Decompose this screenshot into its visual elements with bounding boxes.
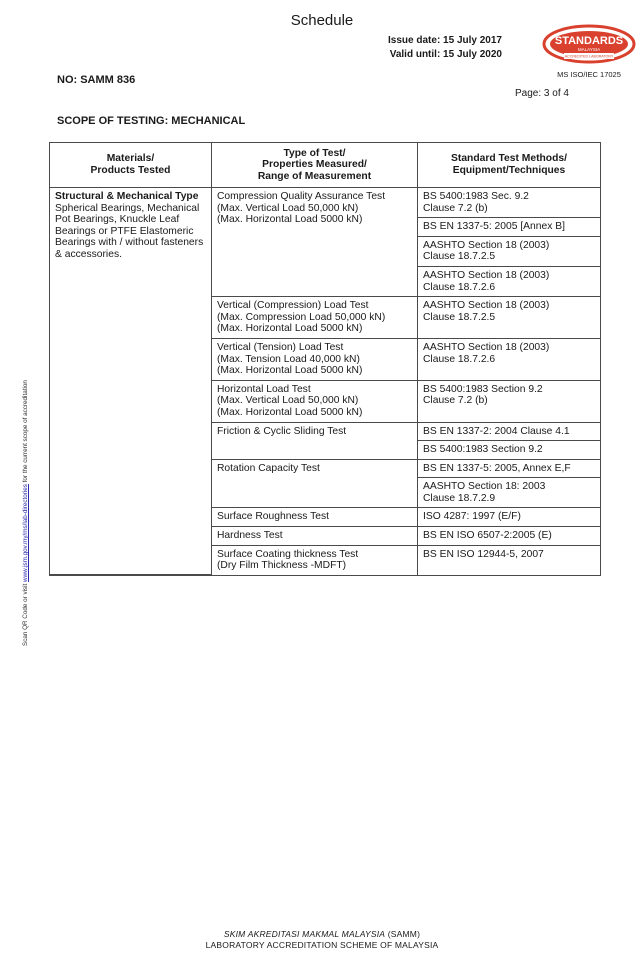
validity-dates [352,34,502,62]
test-type-line: (Max. Horizontal Load 5000 kN) [217,406,363,418]
test-type-line: Rotation Capacity Test [217,462,320,474]
test-method-cell [418,422,601,441]
logo-text: STANDARDS [554,35,624,47]
accreditation-standard: MS ISO/IEC 17025 [557,70,621,79]
test-method-line: AASHTO Section 18 (2003) [423,341,550,353]
test-type-line: Hardness Test [217,530,283,542]
test-method-cell [418,297,601,339]
certificate-number: NO: SAMM 836 [57,74,136,86]
test-type-cell [212,459,418,508]
header-test-type: Type of Test/ Properties Measured/ Range of Measurement [212,143,418,188]
test-type-cell [212,527,418,546]
material-description: Spherical Bearings, Mechanical Pot Bearings, Knuckle Leaf Bearings or PTFE Elastomeric Bearings with / without fasteners & accessories. [55,202,204,260]
test-method-line: AASHTO Section 18: 2003 [423,481,546,493]
test-type-line: Vertical (Tension) Load Test [217,341,344,353]
test-method-cell [418,508,601,527]
material-type: Structural & Mechanical Type [55,191,199,202]
test-type-line: (Max. Vertical Load 50,000 kN) [217,202,359,214]
valid-until: Valid until: 15 July 2020 [389,49,502,60]
test-type-cell [212,508,418,527]
test-method-cell [418,380,601,422]
test-method-cell [418,266,601,296]
test-method-line: BS EN 1337-5: 2005, Annex E,F [423,462,571,474]
test-method-cell [418,188,601,218]
test-method-cell [418,218,601,237]
test-type-line: Vertical (Compression) Load Test [217,300,369,312]
test-type-line: (Max. Tension Load 40,000 kN) [217,353,360,365]
test-type-line: (Max. Compression Load 50,000 kN) [217,311,386,323]
test-method-line: AASHTO Section 18 (2003) [423,239,550,251]
test-method-line: Clause 18.7.2.6 [423,281,496,293]
test-type-cell [212,188,418,297]
table-body [50,188,601,576]
header-test-methods: Standard Test Methods/ Equipment/Techniques [418,143,601,188]
test-method-line: BS EN 1337-5: 2005 [Annex B] [423,221,565,233]
test-type-line: Surface Coating thickness Test [217,548,359,560]
test-method-line: BS EN ISO 12944-5, 2007 [423,548,544,560]
test-method-line: AASHTO Section 18 (2003) [423,300,550,312]
logo-subtext: MALAYSIA [577,47,601,52]
qr-scan-note: Scan QR Code or visit www.jsm.gov.my/ms/lab-directories for the current scope of accreditation [22,380,29,646]
test-method-line: Clause 7.2 (b) [423,395,488,407]
standards-malaysia-logo [542,24,636,64]
test-method-line: Clause 18.7.2.5 [423,251,496,263]
test-type-cell [212,545,418,575]
test-type-cell [212,422,418,459]
table-header-row [50,143,601,188]
test-method-cell [418,459,601,478]
footer-scheme-malay: SKIM AKREDITASI MAKMAL MALAYSIA [223,929,386,939]
page-number: Page: 3 of 4 [515,88,569,99]
test-type-line: (Max. Horizontal Load 5000 kN) [217,365,363,377]
test-method-cell [418,478,601,508]
test-type-line: Friction & Cyclic Sliding Test [217,425,347,437]
footer-scheme-abbr: (SAMM) [385,929,421,939]
test-method-line: Clause 18.7.2.6 [423,353,496,365]
material-cell [50,188,212,576]
test-method-line: Clause 18.7.2.5 [423,311,496,323]
test-type-cell [212,380,418,422]
footer [0,929,644,951]
test-method-cell [418,527,601,546]
logo-band: ACCREDITED LABORATORY [564,54,614,59]
test-type-cell [212,338,418,380]
test-method-cell [418,236,601,266]
footer-scheme-english: LABORATORY ACCREDITATION SCHEME OF MALAYSIA [205,940,439,950]
test-method-line: AASHTO Section 18 (2003) [423,269,550,281]
test-type-line: (Max. Horizontal Load 5000 kN) [217,323,363,335]
test-type-cell [212,297,418,339]
test-method-line: BS EN ISO 6507-2:2005 (E) [423,530,552,542]
test-method-cell [418,545,601,575]
test-type-line: (Dry Film Thickness -MDFT) [217,560,347,572]
test-method-line: Clause 7.2 (b) [423,202,488,214]
table-row [50,188,601,218]
test-method-line: BS EN 1337-2: 2004 Clause 4.1 [423,425,570,437]
scope-table [49,142,601,576]
document-title: Schedule [290,12,354,29]
test-type-line: Compression Quality Assurance Test [217,191,386,202]
test-method-cell [418,338,601,380]
test-type-line: Horizontal Load Test [217,383,311,395]
test-method-line: Clause 18.7.2.9 [423,492,496,504]
test-type-line: (Max. Vertical Load 50,000 kN) [217,395,359,407]
test-method-cell [418,441,601,460]
header-materials: Materials/ Products Tested [50,143,212,188]
test-method-line: BS 5400:1983 Section 9.2 [423,444,543,456]
test-type-line: Surface Roughness Test [217,511,329,523]
test-type-line: (Max. Horizontal Load 5000 kN) [217,214,363,226]
issue-date: Issue date: 15 July 2017 [388,35,502,46]
test-method-line: BS 5400:1983 Section 9.2 [423,383,543,395]
test-method-line: BS 5400:1983 Sec. 9.2 [423,191,529,202]
test-method-line: ISO 4287: 1997 (E/F) [423,511,521,523]
scope-title: SCOPE OF TESTING: MECHANICAL [57,115,246,127]
lab-directory-link[interactable]: www.jsm.gov.my/ms/lab-directories [22,484,29,582]
